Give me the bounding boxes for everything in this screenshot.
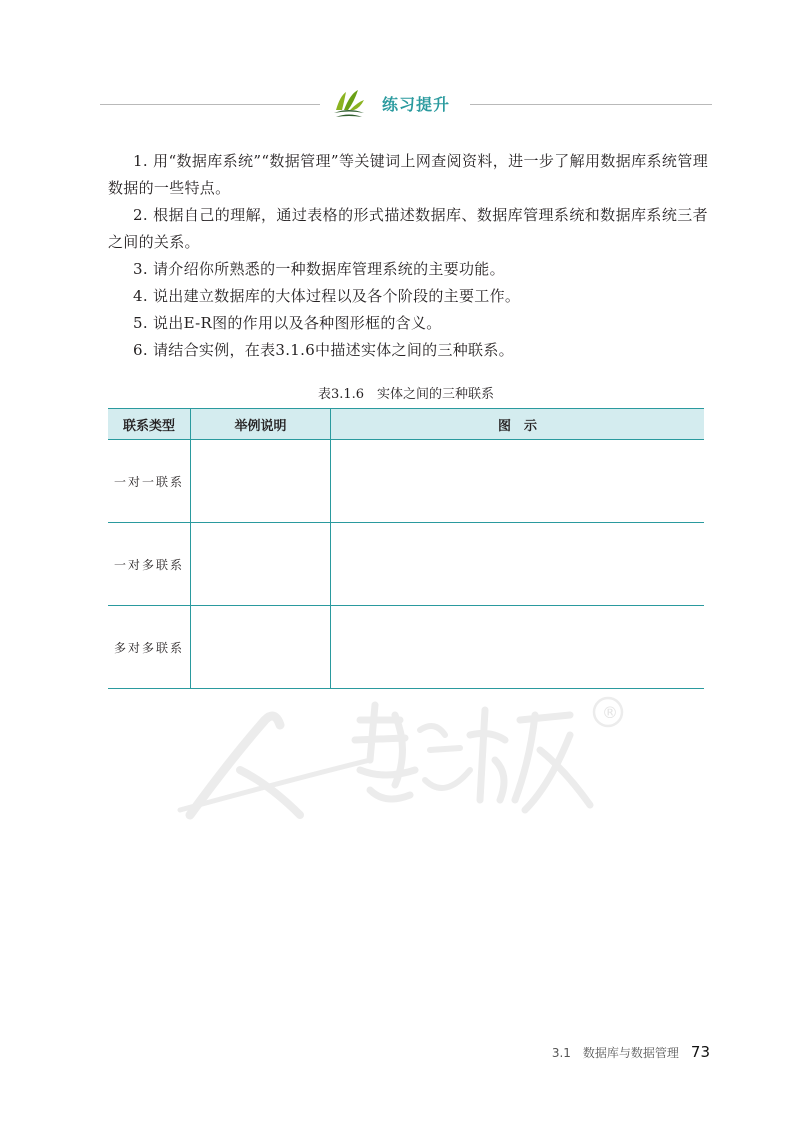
- exercise-item: 5. 说出E-R图的作用以及各种图形框的含义。: [133, 314, 442, 332]
- relationship-type-cell: 一对多联系: [108, 523, 191, 606]
- relationship-type-cell: 一对一联系: [108, 440, 191, 523]
- example-cell[interactable]: [191, 606, 331, 689]
- column-header-example: 举例说明: [191, 409, 331, 440]
- exercise-item: 6. 请结合实例，在表3.1.6中描述实体之间的三种联系。: [133, 341, 514, 359]
- exercise-item: 2. 根据自己的理解，通过表格的形式描述数据库、数据库管理系统和数据库系统三者之间的关系。: [108, 206, 708, 251]
- registered-mark: ®: [602, 703, 618, 722]
- column-header-diagram: 图 示: [331, 409, 705, 440]
- header-rule-left: [100, 104, 320, 105]
- page-number: 73: [690, 1043, 710, 1061]
- diagram-cell[interactable]: [331, 440, 705, 523]
- example-cell[interactable]: [191, 523, 331, 606]
- table-header-row: [108, 409, 704, 440]
- table-caption: 表3.1.6 实体之间的三种联系: [317, 387, 495, 402]
- column-header-type: 联系类型: [108, 409, 191, 440]
- exercise-list: [108, 148, 708, 364]
- section-title: 练习提升: [382, 95, 451, 114]
- exercise-item: 1. 用“数据库系统”“数据管理”等关键词上网查阅资料，进一步了解用数据库系统管理数据的一些特点。: [108, 152, 708, 197]
- header-rule-right: [470, 104, 712, 105]
- page-footer: [552, 1043, 710, 1061]
- relationship-type-cell: 多对多联系: [108, 606, 191, 689]
- example-cell[interactable]: [191, 440, 331, 523]
- leaf-logo-icon: [332, 88, 366, 120]
- diagram-cell[interactable]: [331, 523, 705, 606]
- footer-section-title: 3.1 数据库与数据管理: [551, 1046, 679, 1060]
- section-header: [100, 84, 712, 124]
- exercise-item: 3. 请介绍你所熟悉的一种数据库管理系统的主要功能。: [133, 260, 505, 278]
- diagram-cell[interactable]: [331, 606, 705, 689]
- exercise-item: 4. 说出建立数据库的大体过程以及各个阶段的主要工作。: [133, 287, 521, 305]
- table-row: [108, 440, 704, 523]
- table-row: [108, 606, 704, 689]
- publisher-watermark-logo: [170, 690, 640, 830]
- table-row: [108, 523, 704, 606]
- relationship-table: [108, 408, 704, 689]
